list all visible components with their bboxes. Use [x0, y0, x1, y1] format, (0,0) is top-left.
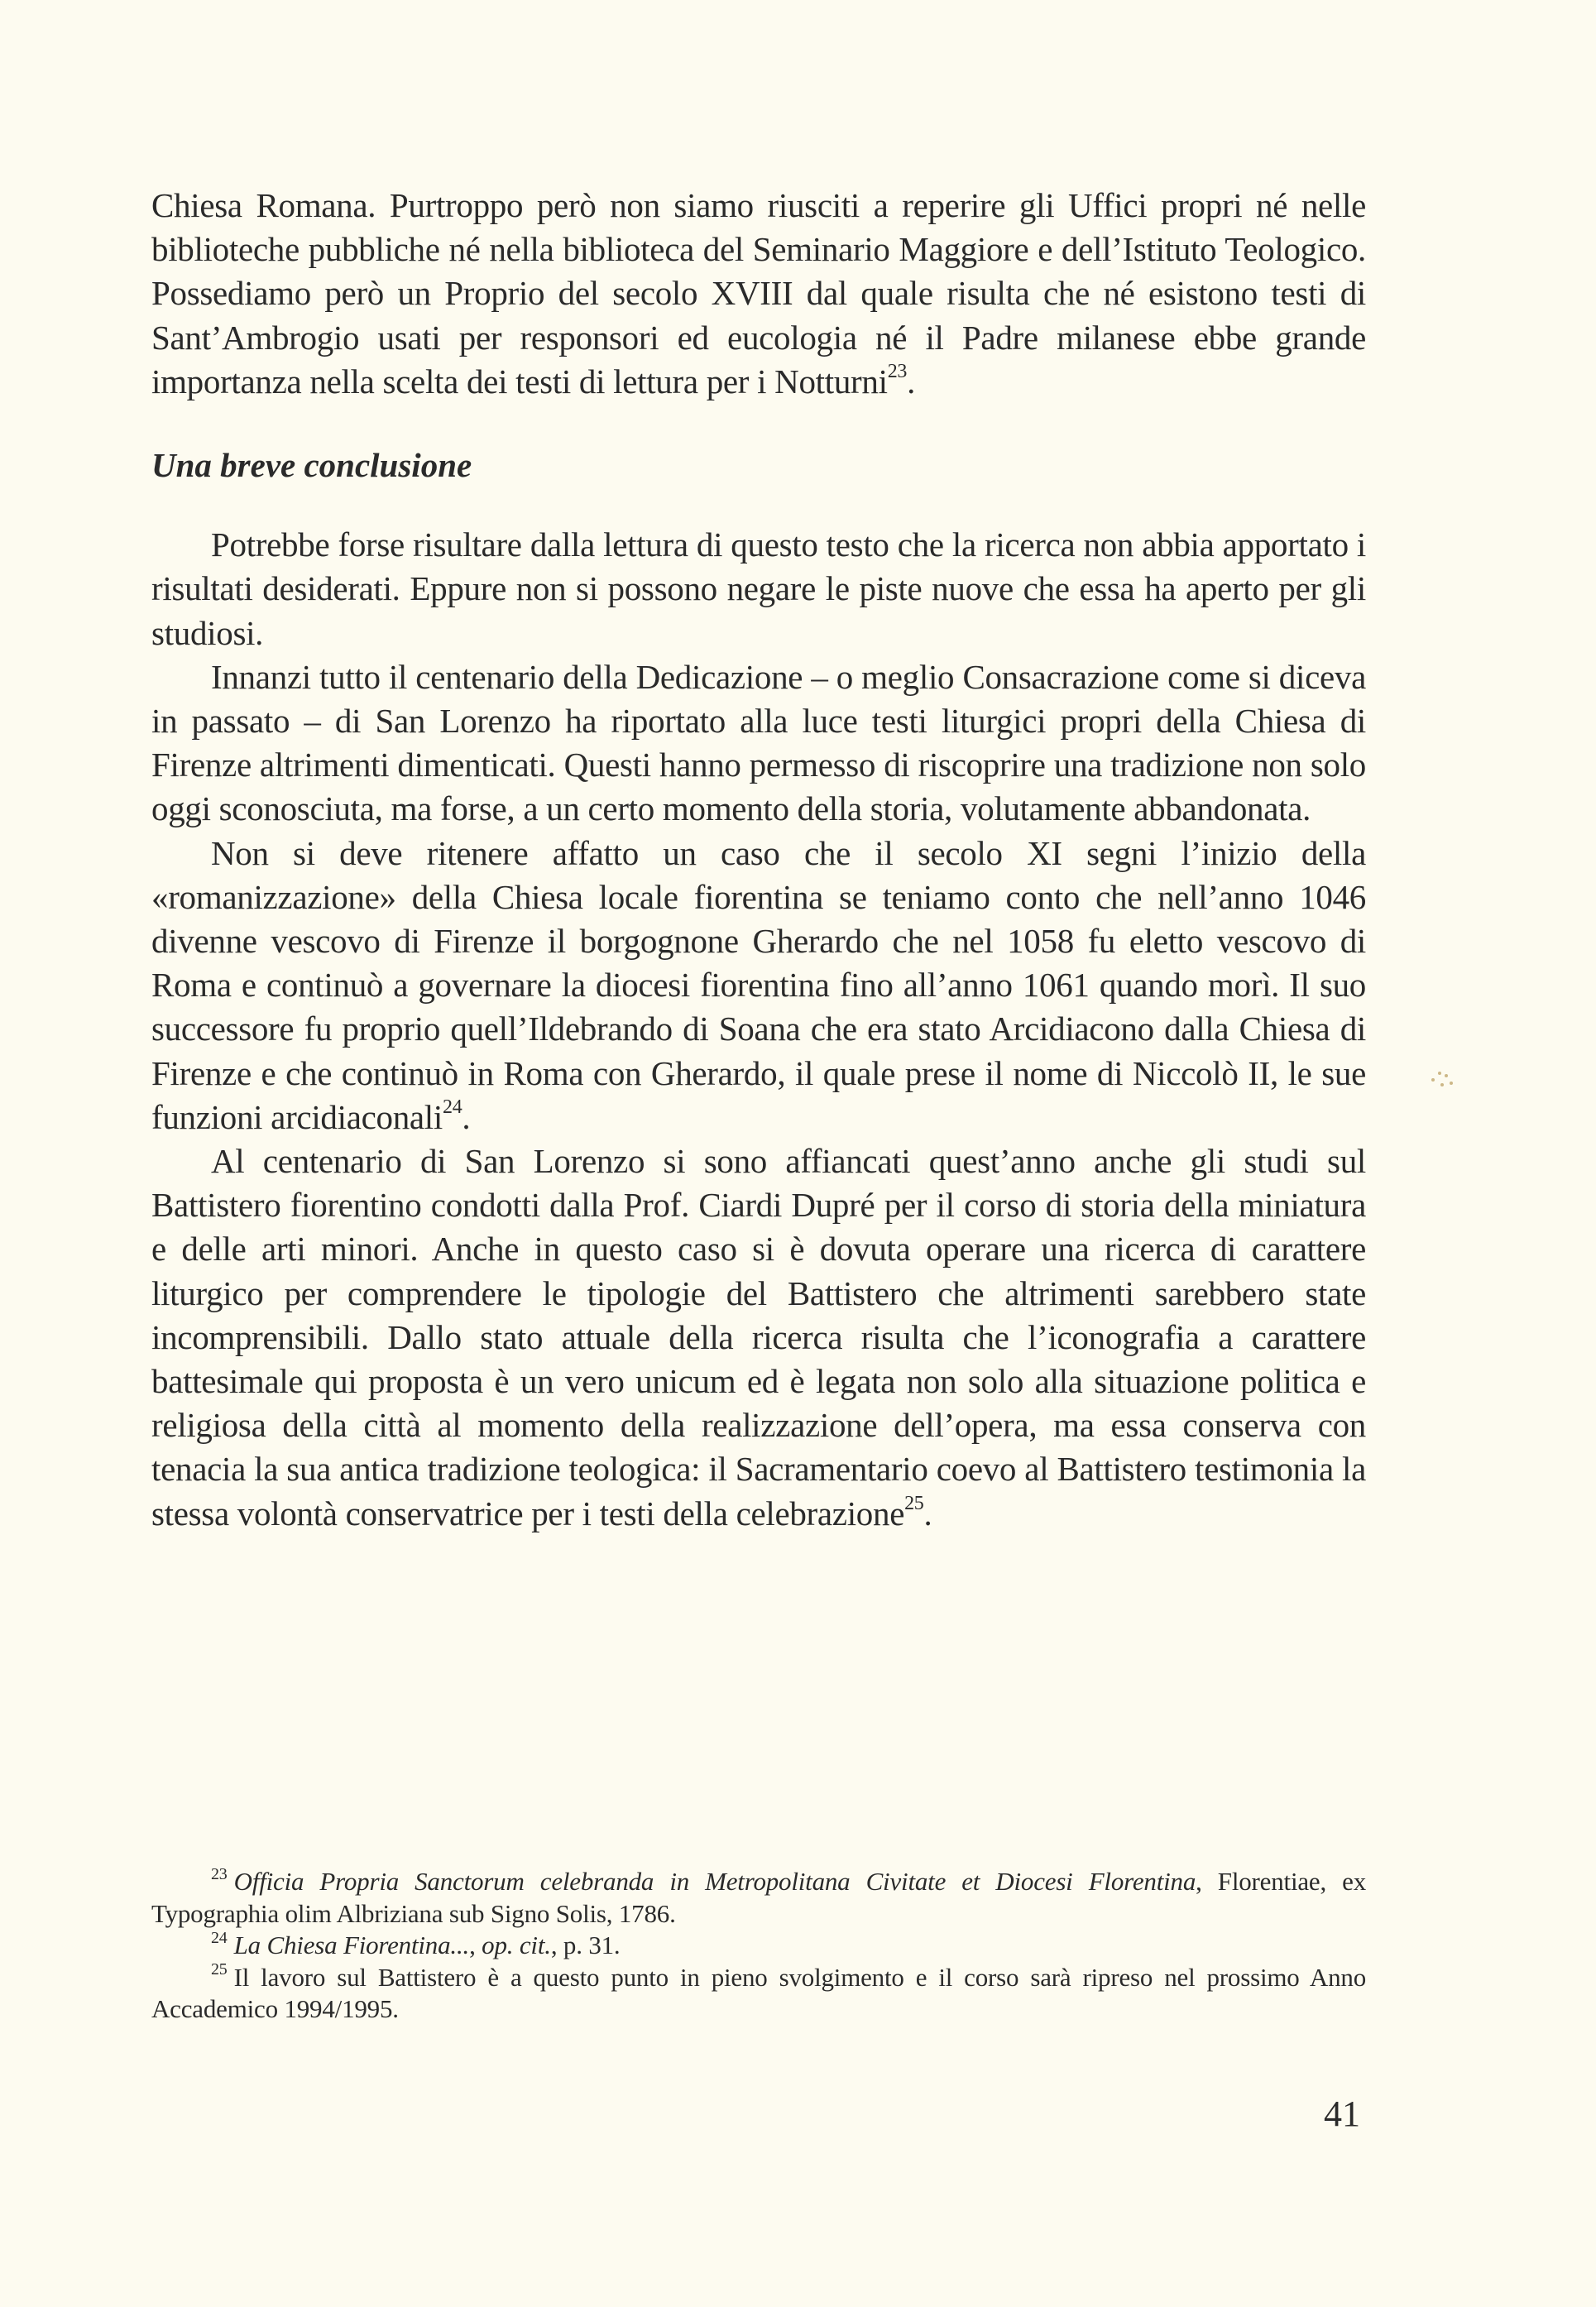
footnote-number: 24	[211, 1928, 228, 1947]
footnote-ref-24[interactable]: 24	[443, 1096, 463, 1119]
footnote-title: Officia Propria Sanctorum celebranda in Metropolitana Civitate et Diocesi Florentina	[233, 1867, 1196, 1896]
paragraph-3: Non si deve ritenere affatto un caso che il secolo XI segni l’inizio della «romanizzazione» della Chiesa locale fiorentina se teniamo conto che nell’anno 1046 divenne vescovo di Firenze il borgognone Gherardo che nel 1058 fu eletto vescovo di Roma e continuò a governare la diocesi fiorentina fino all’anno 1061 quando morì. Il suo successore fu proprio quell’Ildebrando di Soana che era stato Arcidiacono dalla Chiesa di Firenze e che continuò in Roma con Gherardo, il quale prese il nome di Niccolò II, le sue funzioni arcidiaconali$^{24}$.	[151, 833, 1366, 1136]
page-number: 41	[1324, 2094, 1360, 2134]
footnote-ref-23[interactable]: 23	[887, 361, 908, 383]
paragraph-text: Innanzi tutto il centenario della Dedicazione – o meglio Consacrazione come si diceva in passato – di San Lorenzo ha riportato alla luce testi liturgici propri della Chiesa di Firenze altrimenti dimenticati. Questi hanno permesso di riscoprire una tradizione non solo oggi sconosciuta, ma forse, a un certo momento della storia, volutamente abbandonata.	[151, 657, 1366, 828]
footnotes-section	[151, 1866, 1366, 2026]
footnote-title: La Chiesa Fiorentina...	[233, 1930, 470, 1959]
footnote-op-cit: op. cit.	[482, 1930, 551, 1959]
paragraph-text: Potrebbe forse risultare dalla lettura di questo testo che la ricerca non abbia apportato i risultati desiderati. Eppure non si possono negare le piste nuove che essa ha aperto per gli studiosi.	[151, 525, 1366, 652]
paper-blemish	[1430, 1072, 1453, 1086]
paragraph-4: Al centenario di San Lorenzo si sono affiancati quest’anno anche gli studi sul Battistero fiorentino condotti dalla Prof. Ciardi Dupré per il corso di storia della miniatura e delle arti minori. Anche in questo caso si è dovuta operare una ricerca di carattere liturgico per comprendere le tipologie del Battistero che altrimenti sarebbero state incomprensibili. Dallo stato attuale della ricerca risulta che l’iconografia a carattere battesimale qui proposta è un vero unicum ed è legata non solo alla situazione politica e religiosa della città al momento della realizzazione dell’opera, ma essa conserva con tenacia la sua antica tradizione teologica: il Sacramentario coevo al Battistero testimonia la stessa volontà conservatrice per i testi della celebrazione$^{25}$.	[151, 1142, 1366, 1532]
intro-paragraph: Chiesa Romana. Purtroppo però non siamo riusciti a reperire gli Uffici propri né nelle biblioteche pubbliche né nella biblioteca del Seminario Maggiore e dell’Istituto Teologico. Possediamo però un Proprio del secolo XVIII dal quale risulta che né esistono testi di Sant’Ambrogio usati per responsori ed eucologia né il Padre milanese ebbe grande importanza nella scelta dei testi di lettura per i Notturni$^{23}$.	[151, 186, 1366, 400]
paragraph-1	[151, 523, 1366, 655]
footnote-number: 25	[211, 1960, 228, 1979]
paragraph-text: Non si deve ritenere affatto un caso che il secolo XI segni l’inizio della «romanizzazione» della Chiesa locale fiorentina se teniamo conto che nell’anno 1046 divenne vescovo di Firenze il borgognone Gherardo che nel 1058 fu eletto vescovo di Roma e continuò a governare la diocesi fiorentina fino all’anno 1061 quando morì. Il suo successore fu proprio quell’Ildebrando di Soana che era stato Arcidiacono dalla Chiesa di Firenze e che continuò in Roma con Gherardo, il quale prese il nome di Niccolò II, le sue funzioni arcidiaconali	[151, 833, 1366, 1136]
page-body	[151, 184, 1366, 1536]
footnote-23	[151, 1866, 1366, 1930]
paragraph-text: Al centenario di San Lorenzo si sono affiancati quest’anno anche gli studi sul Battistero fiorentino condotti dalla Prof. Ciardi Dupré per il corso di storia della miniatura e delle arti minori. Anche in questo caso si è dovuta operare una ricerca di carattere liturgico per comprendere le tipologie del Battistero che altrimenti sarebbero state incomprensibili. Dallo stato attuale della ricerca risulta che l’iconografia a carattere battesimale qui proposta è un vero unicum ed è legata non solo alla situazione politica e religiosa della città al momento della realizzazione dell’opera, ma essa conserva con tenacia la sua antica tradizione teologica: il Sacramentario coevo al Battistero testimonia la stessa volontà conservatrice per i testi della celebrazione	[151, 1142, 1366, 1532]
footnote-text: Il lavoro sul Battistero è a questo punto in pieno svolgimento e il corso sarà ripreso nel prossimo Anno Accademico 1994/1995.	[151, 1962, 1366, 2023]
footnote-text: , Florentiae, ex Typographia olim Albriziana sub Signo Solis, 1786.	[151, 1867, 1366, 1928]
footnote-25	[151, 1962, 1366, 2026]
footnote-text: , p. 31.	[550, 1930, 621, 1959]
section-heading: Una breve conclusione	[151, 446, 472, 485]
footnote-24: $^{24}$ La Chiesa Fiorentina..., op. cit., p. 31.	[211, 1928, 621, 1959]
paragraph-text: Chiesa Romana. Purtroppo però non siamo riusciti a reperire gli Uffici propri né nelle biblioteche pubbliche né nella biblioteca del Seminario Maggiore e dell’Istituto Teologico. Possediamo però un Proprio del secolo XVIII dal quale risulta che né esistono testi di Sant’Ambrogio usati per responsori ed eucologia né il Padre milanese ebbe grande importanza nella scelta dei testi di lettura per i Notturni	[151, 186, 1366, 400]
paragraph-2	[151, 655, 1366, 832]
footnote-number: 23	[211, 1864, 228, 1883]
footnote-ref-25[interactable]: 25	[904, 1493, 924, 1515]
